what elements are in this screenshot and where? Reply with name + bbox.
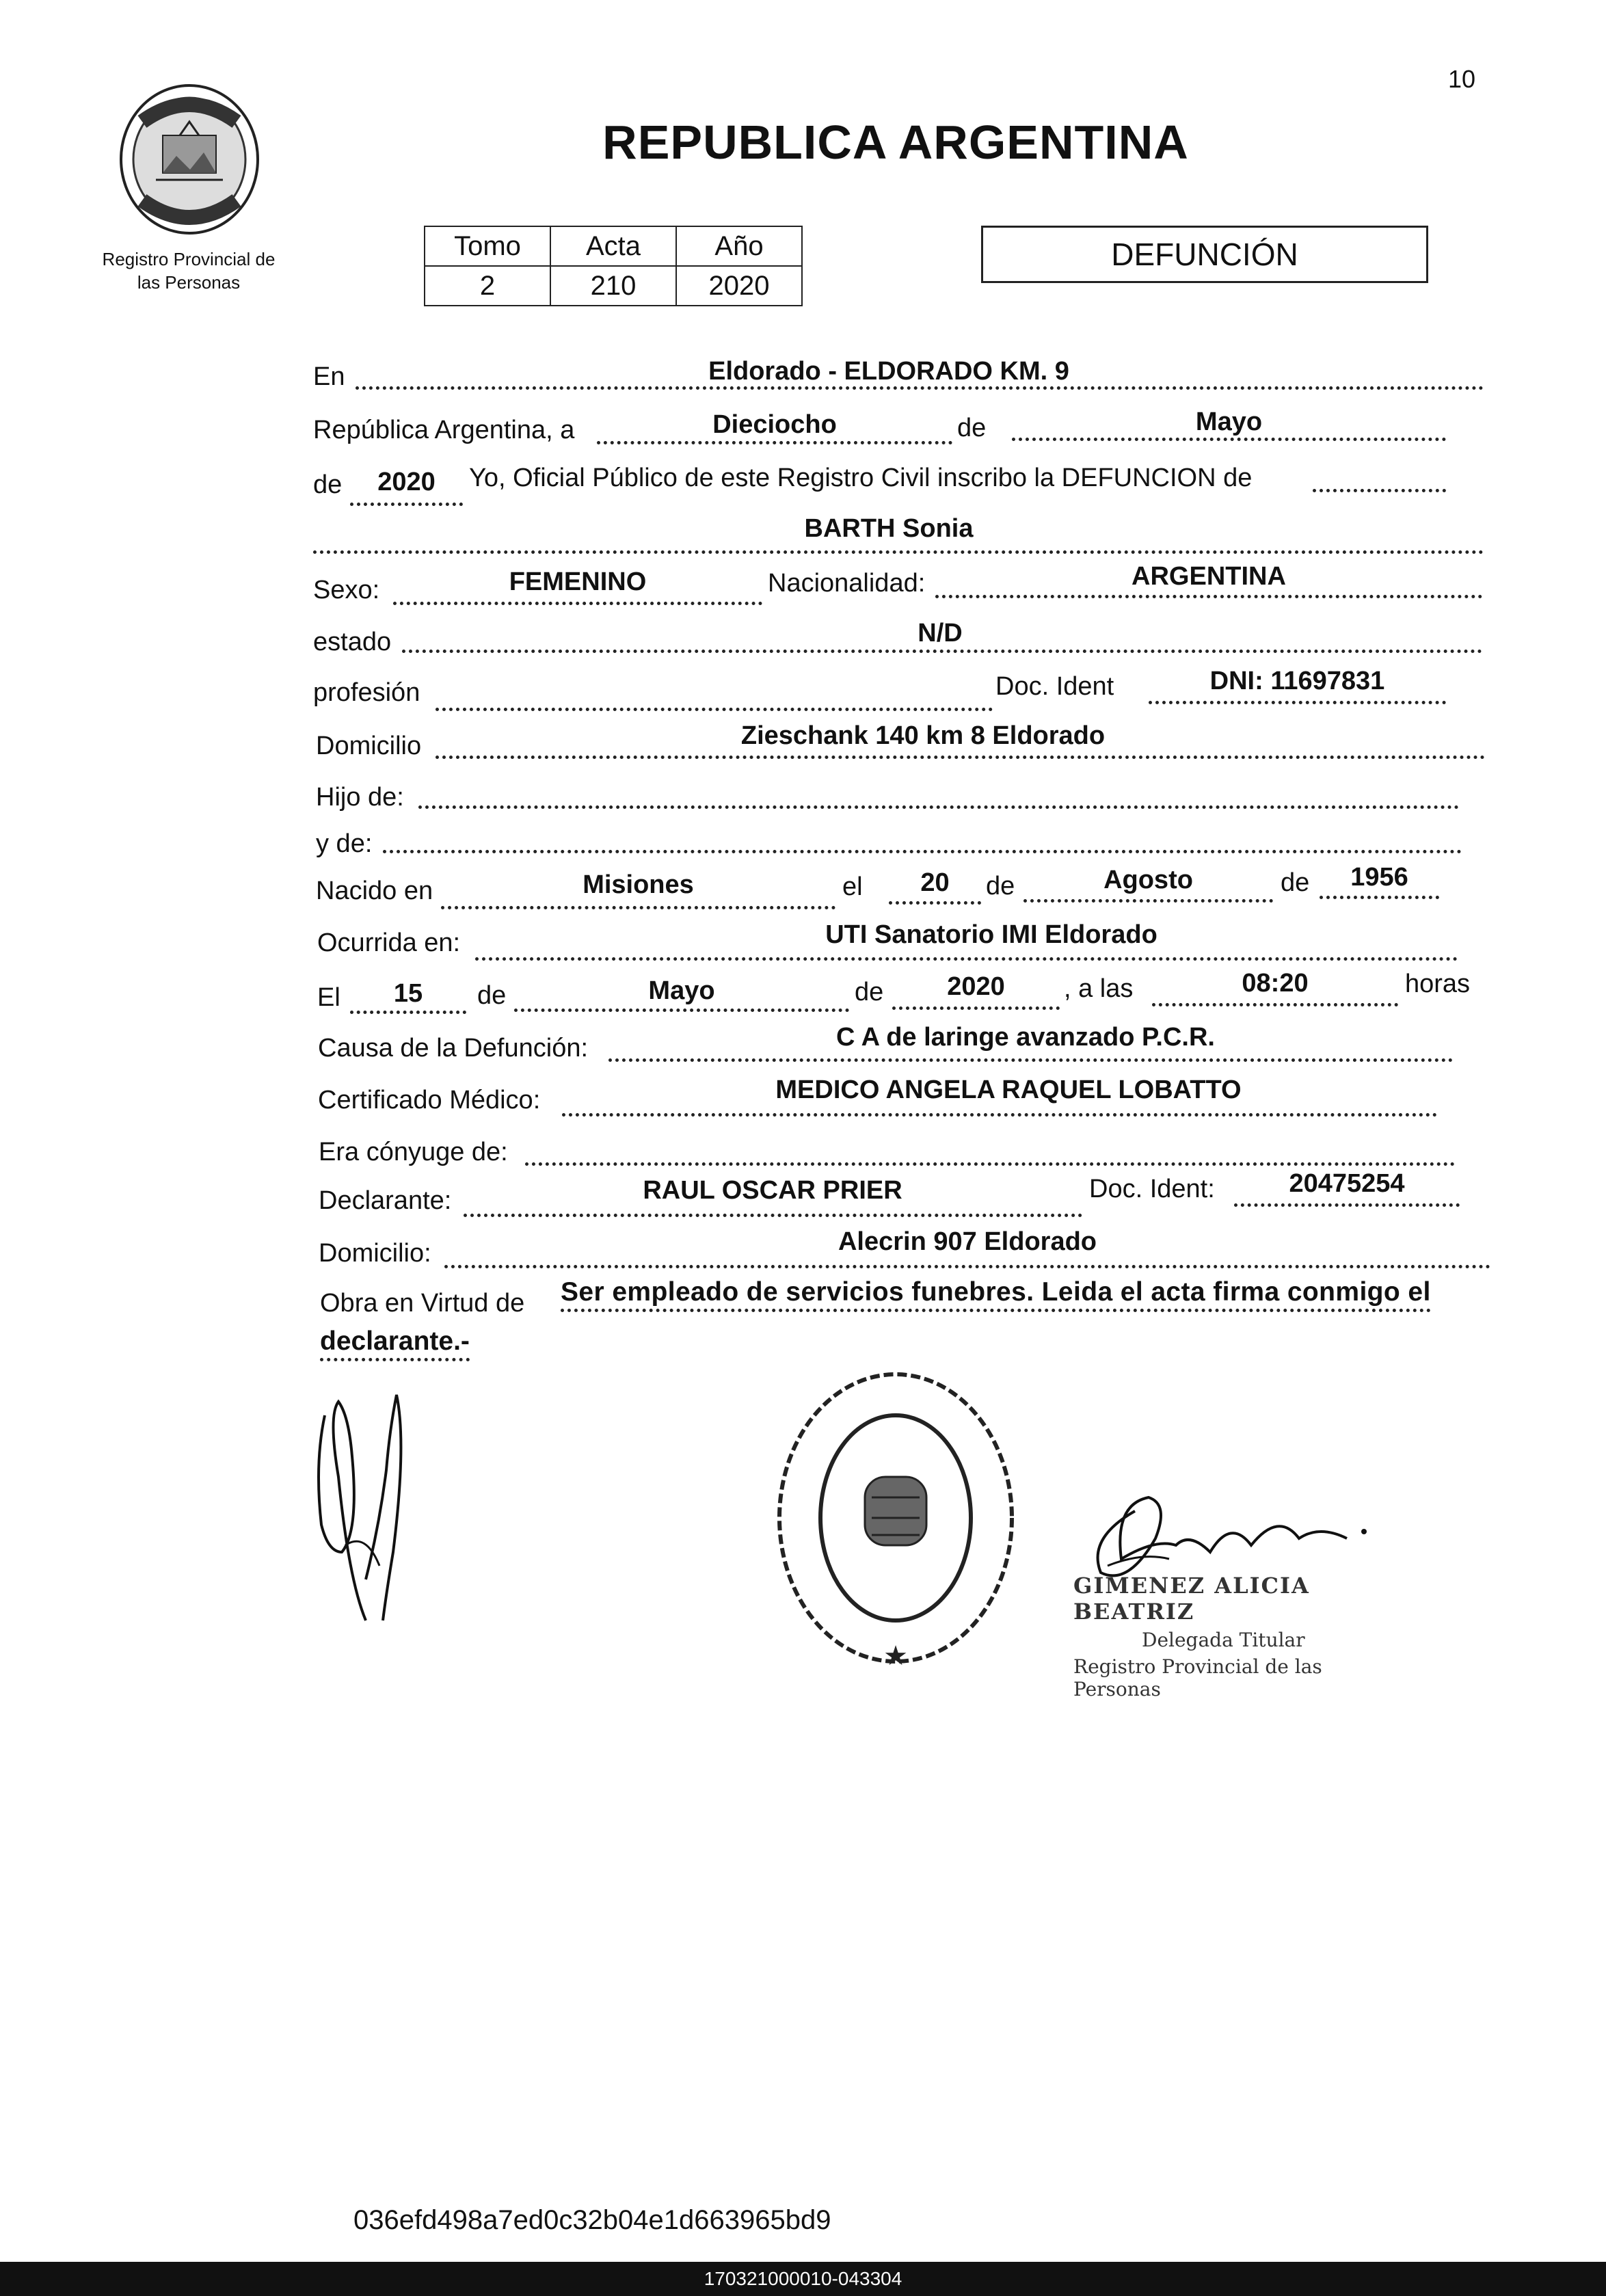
oficial-text: Yo, Oficial Público de este Registro Civil inscribo la DEFUNCION de [469, 464, 1253, 492]
en-label: En [313, 362, 345, 391]
official-role: Delegada Titular [1142, 1629, 1305, 1651]
domicilio-value: Zieschank 140 km 8 Eldorado [740, 721, 1106, 750]
dotted-line [1012, 438, 1446, 441]
svg-text:★: ★ [883, 1640, 908, 1672]
page-title: REPUBLICA ARGENTINA [602, 116, 1189, 169]
dotted-line [1320, 896, 1439, 899]
nacionalidad-label: Nacionalidad: [768, 569, 926, 598]
dotted-line [383, 850, 1462, 853]
dotted-line [1023, 899, 1273, 903]
dotted-line [356, 386, 1484, 390]
table-header: Tomo [425, 226, 550, 266]
de-label: de [313, 470, 343, 499]
table-header: Año [676, 226, 802, 266]
certificado-label: Certificado Médico: [318, 1086, 541, 1114]
obra-label: Obra en Virtud de [320, 1289, 525, 1318]
death-year-value: 2020 [947, 972, 1005, 1001]
death-day-value: 15 [393, 979, 423, 1008]
dotted-line [597, 441, 952, 444]
official-name: GIMENEZ ALICIA BEATRIZ [1073, 1573, 1310, 1625]
table-cell: 2 [425, 266, 550, 306]
doc-ident-value: DNI: 11697831 [1209, 667, 1385, 695]
alas-label: , a las [1064, 974, 1134, 1003]
year-value: 2020 [377, 468, 436, 496]
republica-label: República Argentina, a [313, 416, 575, 444]
table-cell: 2020 [676, 266, 802, 306]
estado-label: estado [313, 628, 392, 656]
dotted-line [444, 1265, 1490, 1268]
record-table [424, 226, 803, 306]
dotted-line [402, 650, 1482, 653]
de-label: de [855, 978, 884, 1006]
document-type-box: DEFUNCIÓN [981, 226, 1428, 283]
dotted-line [436, 708, 993, 711]
yde-label: y de: [316, 829, 373, 858]
de-label: de [986, 872, 1015, 900]
sexo-value: FEMENINO [509, 568, 647, 596]
month-value: Mayo [1195, 408, 1263, 436]
birth-year-value: 1956 [1350, 863, 1408, 892]
dotted-line [350, 1011, 466, 1014]
domicilio-label: Domicilio: [319, 1239, 431, 1268]
sexo-label: Sexo: [313, 576, 380, 604]
dotted-line [608, 1058, 1453, 1062]
dotted-line [464, 1214, 1082, 1217]
birthplace-value: Misiones [583, 870, 694, 899]
profesion-label: profesión [313, 678, 420, 707]
dotted-line [525, 1162, 1455, 1166]
deceased-name: BARTH Sonia [804, 514, 974, 543]
office-stamp [762, 1361, 1029, 1675]
el-label: El [317, 983, 340, 1012]
official-stamp-text [1073, 1573, 1402, 1700]
certificado-value: MEDICO ANGELA RAQUEL LOBATTO [775, 1076, 1242, 1104]
declarante-doc-value: 20475254 [1289, 1169, 1405, 1198]
page-number: 10 [1448, 65, 1476, 93]
dotted-line [935, 595, 1482, 598]
ocurrida-value: UTI Sanatorio IMI Eldorado [825, 920, 1157, 949]
declarante-label: Declarante: [319, 1186, 452, 1215]
dotted-line [350, 503, 463, 506]
dotted-line [892, 1006, 1060, 1010]
de-label: de [477, 981, 507, 1010]
dotted-line [418, 805, 1459, 809]
table-cell: 210 [550, 266, 676, 306]
doc-ident-label: Doc. Ident [995, 672, 1114, 701]
nacido-label: Nacido en [316, 877, 433, 905]
causa-label: Causa de la Defunción: [318, 1034, 589, 1063]
de-label: de [1281, 868, 1310, 897]
dotted-line [436, 756, 1485, 759]
obra-value-continued: declarante.- [320, 1326, 470, 1361]
dotted-line [562, 1113, 1437, 1117]
place-value: Eldorado - ELDORADO KM. 9 [708, 357, 1069, 386]
dotted-line [1234, 1203, 1460, 1207]
dotted-line [313, 550, 1484, 554]
causa-value: C A de laringe avanzado P.C.R. [836, 1023, 1215, 1052]
footer-code: 170321000010-043304 [0, 2262, 1606, 2296]
estado-value: N/D [918, 619, 963, 648]
dotted-line [1313, 489, 1446, 492]
dotted-line [1149, 701, 1446, 704]
dotted-line [393, 602, 762, 605]
birth-day-value: 20 [920, 868, 950, 897]
official-office: Registro Provincial de las Personas [1073, 1655, 1322, 1700]
day-value: Dieciocho [712, 410, 837, 439]
el-label: el [842, 872, 863, 901]
dotted-line [514, 1009, 849, 1012]
document-hash: 036efd498a7ed0c32b04e1d663965bd9 [353, 2205, 831, 2235]
dotted-line [441, 906, 835, 909]
obra-value: Ser empleado de servicios funebres. Leida el acta firma conmigo el [561, 1277, 1431, 1312]
dotted-line [1152, 1003, 1398, 1006]
dotted-line [889, 901, 981, 905]
birth-month-value: Agosto [1103, 866, 1193, 894]
domicilio-label: Domicilio [316, 732, 422, 760]
domicilio-value: Alecrin 907 Eldorado [838, 1227, 1097, 1256]
dotted-line [475, 957, 1458, 961]
nacionalidad-value: ARGENTINA [1132, 562, 1286, 591]
table-header: Acta [550, 226, 676, 266]
ocurrida-label: Ocurrida en: [317, 929, 461, 957]
doc-ident-label: Doc. Ident: [1089, 1175, 1215, 1203]
conyuge-label: Era cónyuge de: [319, 1138, 508, 1166]
hijo-label: Hijo de: [316, 783, 404, 812]
declarant-signature [311, 1374, 427, 1634]
registry-name: Registro Provincial de las Personas [102, 249, 276, 293]
de-label: de [957, 414, 987, 442]
horas-label: horas [1405, 970, 1471, 998]
declarante-value: RAUL OSCAR PRIER [643, 1176, 902, 1205]
death-time-value: 08:20 [1242, 969, 1309, 998]
death-month-value: Mayo [648, 976, 715, 1005]
